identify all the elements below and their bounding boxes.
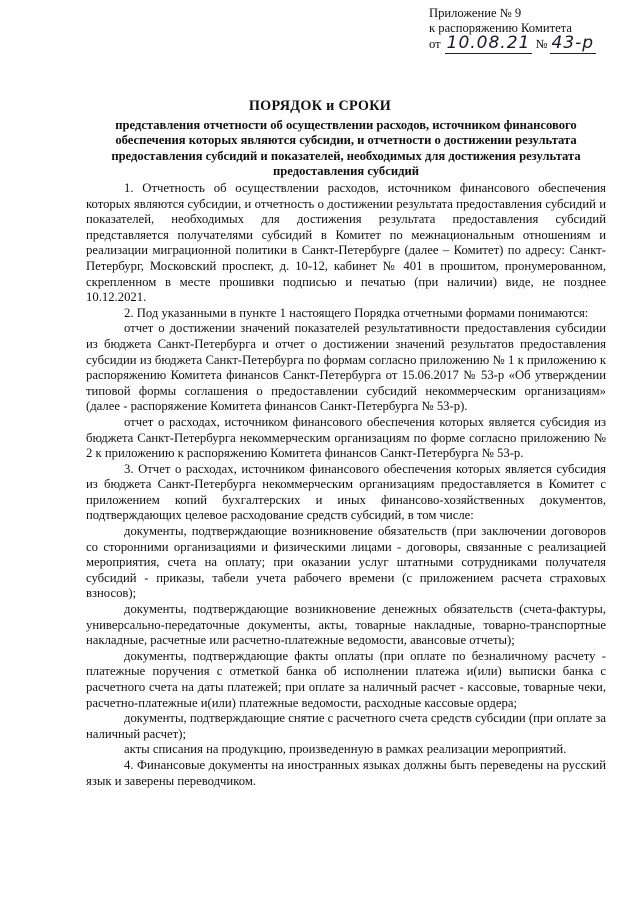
order-date-line [429,33,596,53]
document-title: ПОРЯДОК и СРОКИ [248,98,392,114]
paragraph-3-item-5: акты списания на продукцию, произведенную в рамках реализации мероприятий. [124,742,567,757]
paragraph-2: 2. Под указанными в пункте 1 настоящего Порядка отчетными формами понимаются: [124,305,589,320]
handwritten-number: 43-р [551,33,595,53]
paragraph-2-item-2: отчет о расходах, источником финансового обеспечения которых является субсидия из бюджета Санкт-Петербурга некоммерческим организациям по форме согласно приложению № 2 к приложению к распоряжению Комитета финансов Санкт-Петербурга № 53-р. [86,414,606,461]
paragraph-3-item-3: документы, подтверждающие факты оплаты (при оплате по безналичному расчету - платежные поручения с отметкой банка об исполнении платежа и(или) выписки банка с расчетного счета на даты платежей; при оплате за наличный расчет - кассовые, товарные чеки, расчетно-платежные и(или) платежные ведомости, расходные кассовые ордера; [86,648,606,710]
from-label: от [429,37,441,51]
handwritten-date: 10.08.21 [446,33,531,53]
paragraph-3-item-1: документы, подтверждающие возникновение обязательств (при заключении договоров со сторонними организациями и физическими лицами - договоры, связанные с реализацией мероприятия, счета на оплату; при оказании услуг штатными сотрудниками получателя субсидий - приказы, табели учета рабочего времени (с приложением расчета страховых взносов); [86,524,606,601]
paragraph-3-item-2: документы, подтверждающие возникновение денежных обязательств (счета-фактуры, универсально-передаточные документы, акты, товарные накладные, товарно-транспортные накладные, расчетные или расчетно-платежные ведомости, авансовые отчеты); [86,602,606,648]
paragraph-3: 3. Отчет о расходах, источником финансового обеспечения которых является субсидия из бюджета Санкт-Петербурга некоммерческим организациям предоставляется в Комитет с приложением копий бухгалтерских и иных финансово-хозяйственных документов, подтверждающих целевое расходование средств субсидий, в том числе: [86,461,606,523]
document-subtitle: представления отчетности об осуществлении расходов, источником финансового обеспечения которых являются субсидии, и отчетности о достижении результата предоставления субсидий и показателей, необходимых для достижения результата предоставления субсидий [111,118,581,178]
paragraph-3-item-4: документы, подтверждающие снятие с расчетного счета средств субсидии (при оплате за наличный расчет); [86,711,606,741]
order-reference: к распоряжению Комитета [429,21,572,35]
paragraph-2-item-1: отчет о достижении значений показателей результативности предоставления субсидии из бюджета Санкт-Петербурга и отчет о достижении значений результатов предоставления субсидии из бюджета Санкт-Петербурга по формам согласно приложению № 1 к приложению к распоряжению Комитета финансов Санкт-Петербурга от 15.06.2017 № 53-р «Об утверждении типовой формы соглашения о предоставлении субсидий некоммерческим организациям» (далее - распоряжение Комитета финансов Санкт-Петербурга № 53-р). [86,321,606,414]
appendix-number: Приложение № 9 [429,6,522,20]
document-body [86,181,606,789]
number-label: № [535,37,548,51]
paragraph-4: 4. Финансовые документы на иностранных языках должны быть переведены на русский язык и заверены переводчиком. [86,757,606,788]
appendix-header [429,6,596,52]
paragraph-1: 1. Отчетность об осуществлении расходов, источником финансового обеспечения которых являются субсидии, и отчетность о достижении результата предоставления субсидий и показателей, необходимых для достижения результата предоставления субсидий представляется получателями субсидий в Комитет по межнациональным отношениям и реализации миграционной политики в Санкт-Петербурге (далее – Комитет) по адресу: Санкт-Петербург, Московский проспект, д. 10-12, кабинет № 401 в прошитом, пронумерованном, скрепленном в месте прошивки подписью и печатью (при наличии) виде, не позднее 10.12.2021. [86,181,606,305]
